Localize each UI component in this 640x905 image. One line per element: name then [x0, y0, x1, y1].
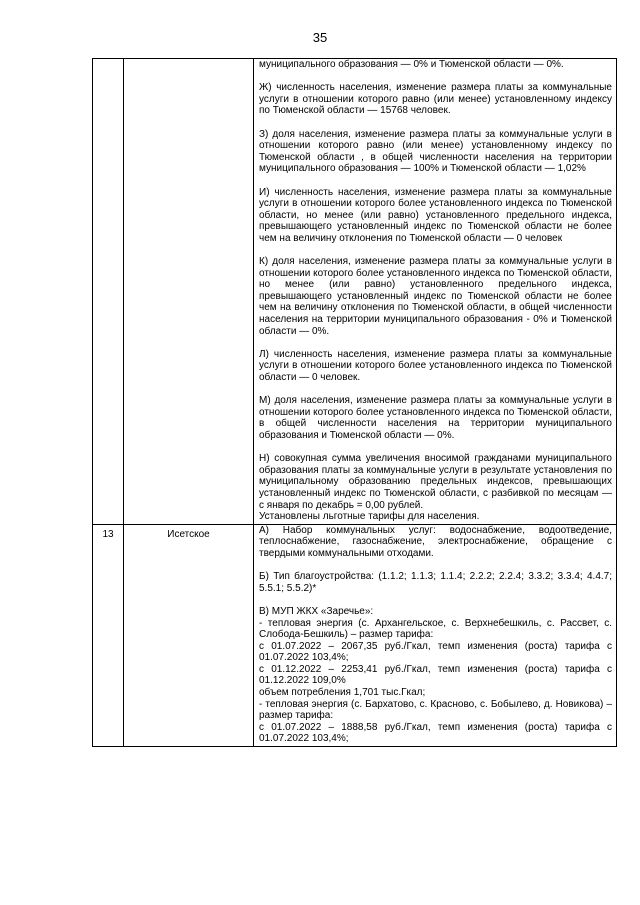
table-row — [93, 59, 617, 525]
row-number-cell: 13 — [93, 524, 124, 746]
paragraph: З) доля населения, изменение размера платы за коммунальные услуги в отношении которого равно (или менее) установленному индексу по Тюменской области , в общей численности населения на территории муниципального образования — 100% и Тюменской области — 1,02% — [259, 128, 612, 175]
paragraph: К) доля населения, изменение размера платы за коммунальные услуги в отношении которого более установленного индекса по Тюменской области, но менее (или равно) установленного предельного индекса, превышающего установленный индекс по Тюменской области не более чем на величину отклонения по Тюменской области, в общей численности населения на территории муниципального образования - 0% и Тюменской области — 0%. — [259, 256, 612, 337]
municipality-cell: Исетское — [124, 524, 254, 746]
page-number: 35 — [312, 30, 328, 45]
paragraph: муниципального образования — 0% и Тюменской области — 0%. — [259, 59, 564, 70]
paragraph: Ж) численность населения, изменение размера платы за коммунальные услуги в отношении которого равно (или менее) установленному индексу по Тюменской области — 15768 человек. — [259, 82, 612, 117]
paragraph: И) численность населения, изменение размера платы за коммунальные услуги в отношении которого более установленного индекса по Тюменской области, но менее (или равно) установленного предельного индекса, превышающего установленный индекс по Тюменской области не более чем на величину отклонения по Тюменской области — 0 человек — [259, 186, 612, 244]
paragraph: Н) совокупная сумма увеличения вносимой гражданами муниципального образования платы за коммунальные услуги в результате установления по муниципальному образованию предельных индексов, превышающих установленный индекс по Тюменской области, с разбивкой по месяцам — с января по декабрь = 0,00 рублей. — [259, 453, 612, 511]
paragraph: - тепловая энергия (с. Бархатово, с. Красново, с. Бобылево, д. Новикова) – размер тарифа: — [259, 698, 612, 722]
paragraph: А) Набор коммунальных услуг: водоснабжение, водоотведение, теплоснабжение, газоснабжение, электроснабжение, обращение с твердыми коммунальными отходами. — [259, 524, 612, 559]
paragraph: М) доля населения, изменение размера платы за коммунальные услуги в отношении которого более установленного индекса по Тюменской области, в общей численности населения на территории муниципального образования и Тюменской области — 0%. — [259, 395, 612, 441]
paragraph: с 01.12.2022 – 2253,41 руб./Гкал, темп изменения (роста) тарифа с 01.12.2022 109,0% — [259, 663, 612, 687]
paragraph: с 01.07.2022 – 1888,58 руб./Гкал, темп изменения (роста) тарифа с 01.07.2022 103,4%; — [259, 721, 612, 745]
indicators-cell — [254, 524, 617, 746]
paragraph: Установлены льготные тарифы для населения. — [259, 511, 480, 523]
data-table — [92, 58, 617, 747]
paragraph: объем потребления 1,701 тыс.Гкал; — [259, 687, 426, 699]
paragraph: Б) Тип благоустройства: (1.1.2; 1.1.3; 1.1.4; 2.2.2; 2.2.4; 3.3.2; 3.3.4; 4.4.7; 5.5.1; 5.5.2)* — [259, 571, 612, 594]
paragraph: В) МУП ЖКХ «Заречье»: — [259, 605, 374, 617]
table-row — [93, 524, 617, 746]
paragraph: с 01.07.2022 – 2067,35 руб./Гкал, темп изменения (роста) тарифа с 01.07.2022 103,4%; — [259, 640, 612, 664]
indicators-cell — [254, 59, 617, 525]
municipality-cell — [124, 59, 254, 525]
paragraph: Л) численность населения, изменение размера платы за коммунальные услуги в отношении которого более установленного индекса по Тюменской области — 0 человек. — [259, 348, 612, 384]
row-number-cell — [93, 59, 124, 525]
paragraph: - тепловая энергия (с. Архангельское, с. Верхнебешкиль, с. Рассвет, с. Слобода-Бешкиль) – размер тарифа: — [259, 617, 612, 641]
